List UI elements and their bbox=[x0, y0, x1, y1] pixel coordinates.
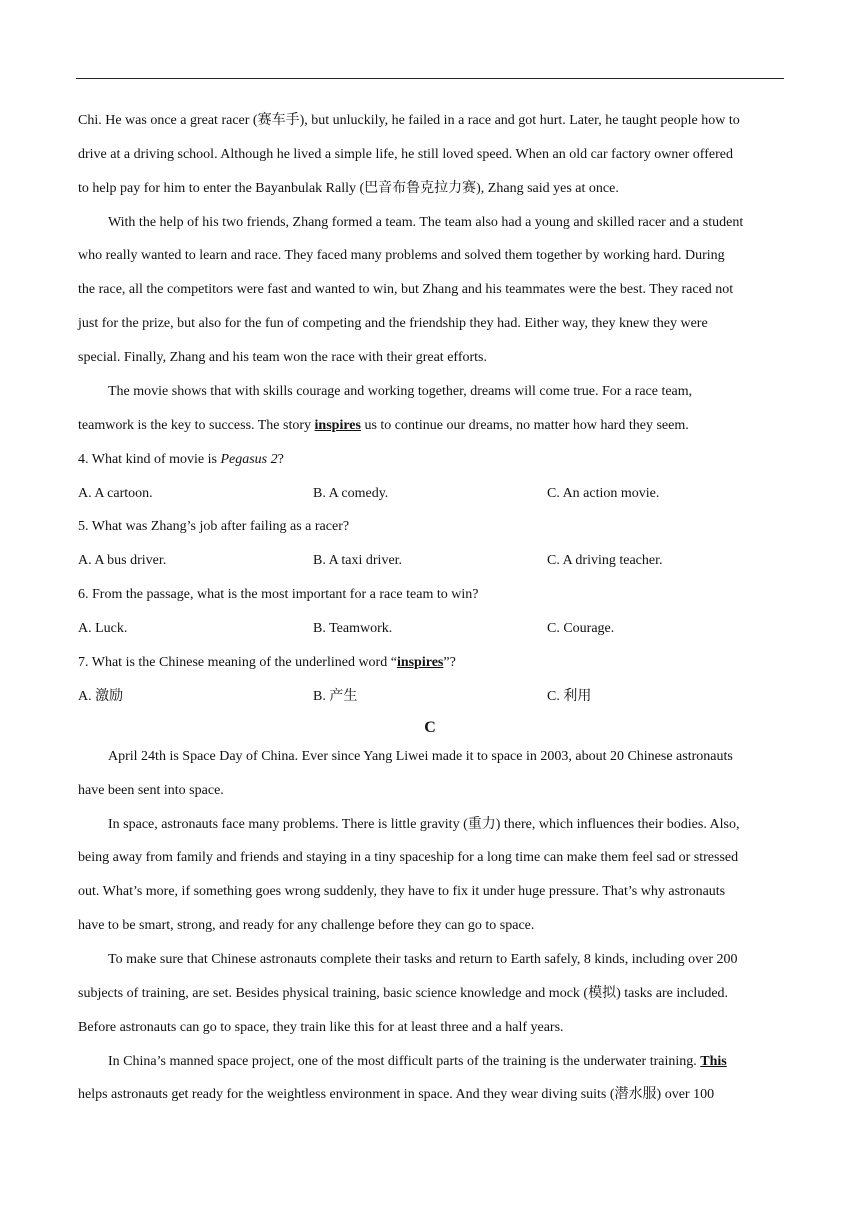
section-heading: C bbox=[424, 719, 436, 736]
passage-line: out. What’s more, if something goes wrong suddenly, they have to fix it under huge pressure. That’s why astronauts bbox=[78, 884, 726, 899]
passage-line: To make sure that Chinese astronauts complete their tasks and return to Earth safely, 8 kinds, including over 200 bbox=[108, 952, 738, 967]
option-b: B. 产生 bbox=[313, 689, 358, 704]
option-a: A. A bus driver. bbox=[78, 553, 167, 568]
option-c: C. 利用 bbox=[547, 689, 592, 704]
option-c: C. A driving teacher. bbox=[547, 553, 663, 568]
option-a: A. A cartoon. bbox=[78, 486, 153, 501]
passage-line: In space, astronauts face many problems. There is little gravity (重力) there, which influences their bodies. Also, bbox=[108, 817, 740, 832]
passage-line: helps astronauts get ready for the weightless environment in space. And they wear diving suits (潜水服) over 100 bbox=[78, 1087, 715, 1102]
movie-title: Pegasus 2 bbox=[220, 452, 278, 467]
passage-line: Before astronauts can go to space, they train like this for at least three and a half years. bbox=[78, 1020, 564, 1035]
question-7 bbox=[78, 653, 456, 673]
question-5: 5. What was Zhang’s job after failing as a racer? bbox=[78, 519, 350, 534]
passage-line: Chi. He was once a great racer (赛车手), but unluckily, he failed in a race and got hurt. Later, he taught people how to bbox=[78, 113, 740, 128]
passage-line: subjects of training, are set. Besides physical training, basic science knowledge and mock (模拟) tasks are included. bbox=[78, 986, 729, 1001]
underlined-word: inspires bbox=[314, 418, 361, 433]
passage-line: special. Finally, Zhang and his team won the race with their great efforts. bbox=[78, 350, 487, 365]
passage-line: drive at a driving school. Although he lived a simple life, he still loved speed. When an old car factory owner offered bbox=[78, 147, 733, 162]
header-rule bbox=[76, 78, 784, 79]
passage-text: In China’s manned space project, one of the most difficult parts of the training is the underwater training. bbox=[108, 1054, 701, 1069]
passage-line: who really wanted to learn and race. They faced many problems and solved them together by working hard. During bbox=[78, 248, 725, 263]
passage-line: With the help of his two friends, Zhang formed a team. The team also had a young and skilled racer and a student bbox=[108, 215, 744, 230]
passage-text: teamwork is the key to success. The story bbox=[78, 418, 315, 433]
option-c: C. Courage. bbox=[547, 621, 615, 636]
question-text: 7. What is the Chinese meaning of the underlined word “ bbox=[78, 655, 397, 670]
option-a: A. Luck. bbox=[78, 621, 128, 636]
passage-line: have to be smart, strong, and ready for any challenge before they can go to space. bbox=[78, 918, 535, 933]
passage-line: April 24th is Space Day of China. Ever since Yang Liwei made it to space in 2003, about 20 Chinese astronauts bbox=[108, 749, 733, 764]
option-b: B. A taxi driver. bbox=[313, 553, 403, 568]
question-4 bbox=[78, 450, 284, 470]
passage-line bbox=[108, 1052, 727, 1072]
passage-line: to help pay for him to enter the Bayanbulak Rally (巴音布鲁克拉力赛), Zhang said yes at once. bbox=[78, 181, 619, 196]
passage-line: being away from family and friends and staying in a tiny spaceship for a long time can make them feel sad or stressed bbox=[78, 850, 739, 865]
passage-text: us to continue our dreams, no matter how hard they seem. bbox=[360, 418, 689, 433]
passage-line: the race, all the competitors were fast and wanted to win, but Zhang and his teammates were the best. They raced not bbox=[78, 282, 734, 297]
option-b: B. A comedy. bbox=[313, 486, 389, 501]
question-text: ? bbox=[277, 452, 284, 467]
option-a: A. 激励 bbox=[78, 689, 124, 704]
passage-line bbox=[78, 416, 689, 436]
underlined-word: inspires bbox=[396, 655, 444, 670]
passage-line: just for the prize, but also for the fun of competing and the friendship they had. Either way, they knew they were bbox=[78, 316, 708, 331]
question-text: ”? bbox=[443, 655, 456, 670]
question-text: 4. What kind of movie is bbox=[78, 452, 221, 467]
option-b: B. Teamwork. bbox=[313, 621, 393, 636]
underlined-word: This bbox=[700, 1054, 727, 1069]
question-6: 6. From the passage, what is the most important for a race team to win? bbox=[78, 587, 479, 602]
option-c: C. An action movie. bbox=[547, 486, 660, 501]
passage-line: have been sent into space. bbox=[78, 783, 224, 798]
passage-line: The movie shows that with skills courage and working together, dreams will come true. For a race team, bbox=[108, 384, 693, 399]
